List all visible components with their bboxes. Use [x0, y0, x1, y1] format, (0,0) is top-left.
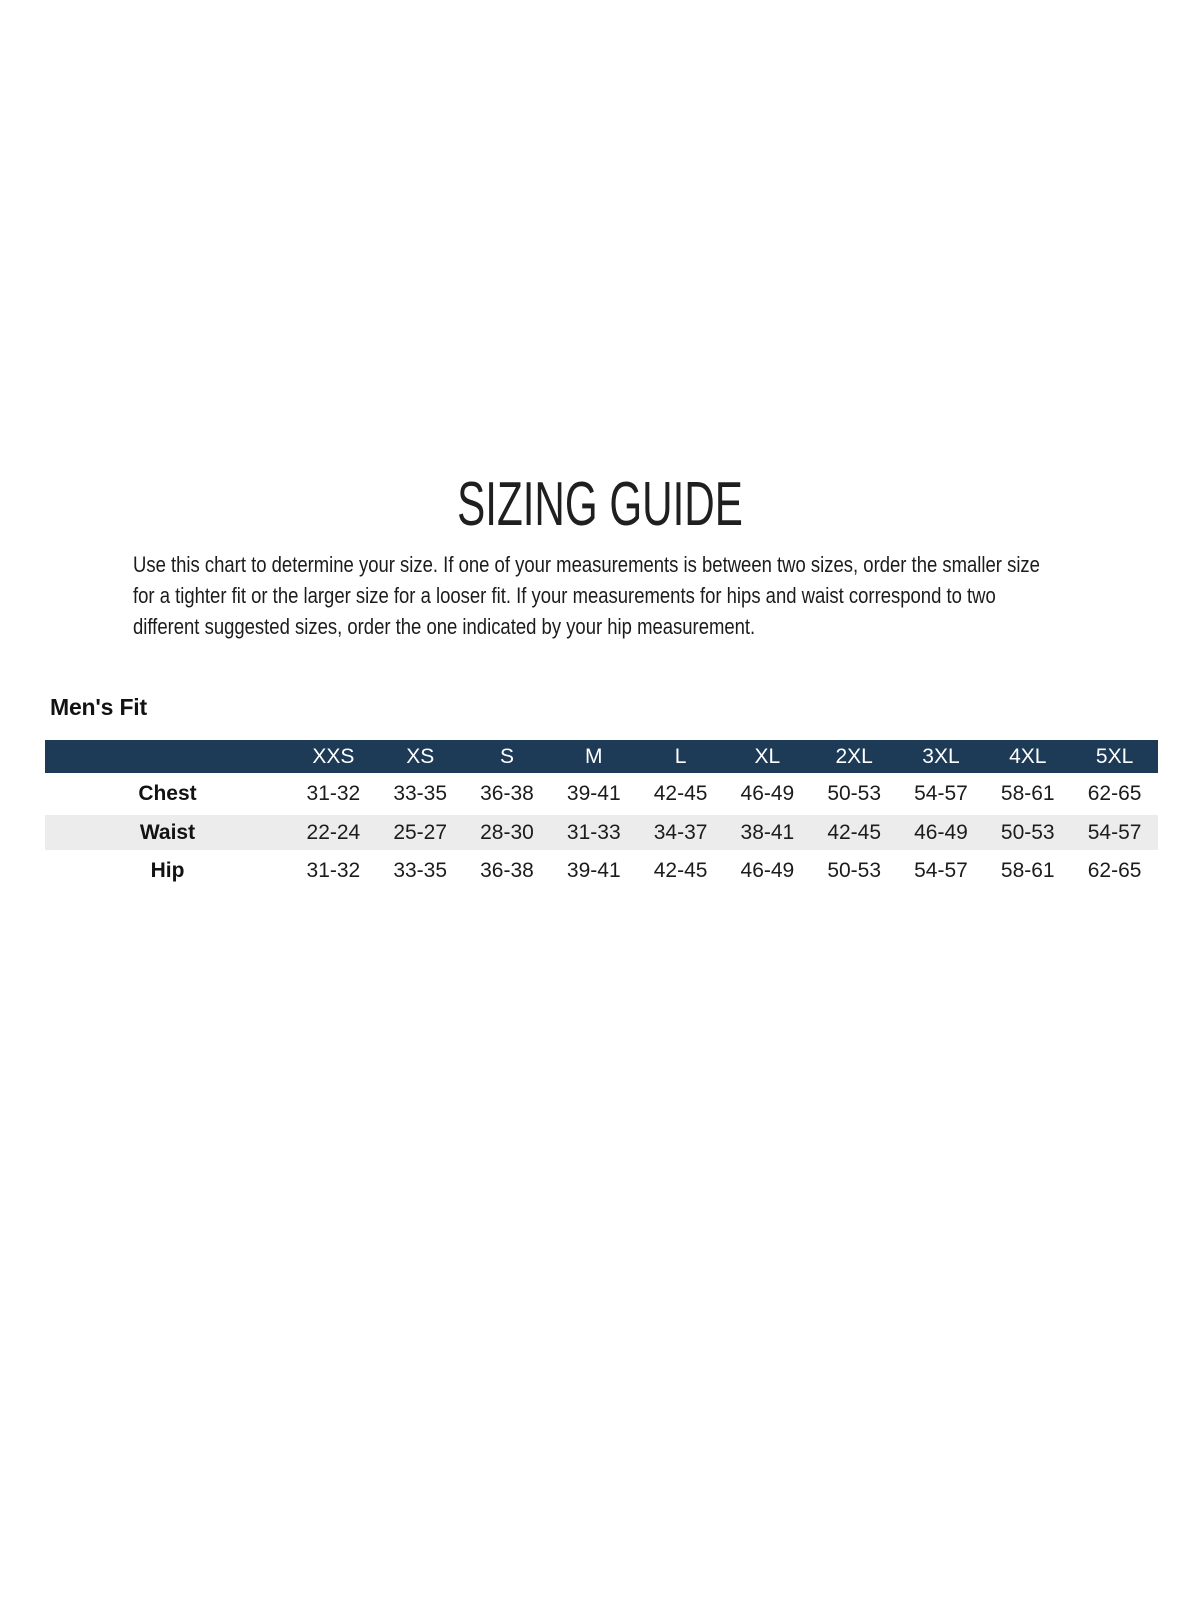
size-column-header: 5XL: [1071, 740, 1158, 773]
size-table-header-spacer: [45, 740, 290, 773]
size-column-header: 2XL: [811, 740, 898, 773]
size-cell: 62-65: [1071, 773, 1158, 815]
size-cell: 50-53: [984, 815, 1071, 850]
table-row-waist: [45, 815, 1158, 850]
size-cell: 58-61: [984, 850, 1071, 892]
size-column-header: L: [637, 740, 724, 773]
size-column-header: 3XL: [898, 740, 985, 773]
size-cell: 31-33: [550, 815, 637, 850]
size-cell: 28-30: [464, 815, 551, 850]
size-cell: 25-27: [377, 815, 464, 850]
size-cell: 31-32: [290, 773, 377, 815]
size-table-header-row: [45, 740, 1158, 773]
size-column-header: XS: [377, 740, 464, 773]
size-cell: 54-57: [898, 773, 985, 815]
size-cell: 36-38: [464, 773, 551, 815]
size-cell: 54-57: [898, 850, 985, 892]
size-cell: 33-35: [377, 850, 464, 892]
size-column-header: M: [550, 740, 637, 773]
size-column-header: XL: [724, 740, 811, 773]
section-label-mens-fit: Men's Fit: [50, 694, 147, 720]
row-label: Waist: [45, 815, 290, 850]
table-row-chest: [45, 773, 1158, 815]
size-cell: 38-41: [724, 815, 811, 850]
size-cell: 54-57: [1071, 815, 1158, 850]
size-cell: 46-49: [724, 773, 811, 815]
table-row-hip: [45, 850, 1158, 892]
size-column-header: 4XL: [984, 740, 1071, 773]
size-cell: 31-32: [290, 850, 377, 892]
size-cell: 22-24: [290, 815, 377, 850]
row-label: Chest: [45, 773, 290, 815]
size-column-header: S: [464, 740, 551, 773]
size-cell: 34-37: [637, 815, 724, 850]
size-cell: 50-53: [811, 850, 898, 892]
size-cell: 58-61: [984, 773, 1071, 815]
size-cell: 36-38: [464, 850, 551, 892]
intro-paragraph: Use this chart to determine your size. If one of your measurements is between two sizes, order the smaller size for a tighter fit or the larger size for a looser fit. If your measurements for hips and waist correspond to two different suggested sizes, order the one indicated by your hip measurement.: [133, 552, 1040, 639]
size-cell: 39-41: [550, 773, 637, 815]
size-cell: 62-65: [1071, 850, 1158, 892]
size-cell: 46-49: [724, 850, 811, 892]
size-column-header: XXS: [290, 740, 377, 773]
row-label: Hip: [45, 850, 290, 892]
size-cell: 46-49: [898, 815, 985, 850]
size-cell: 42-45: [637, 773, 724, 815]
size-cell: 50-53: [811, 773, 898, 815]
size-cell: 33-35: [377, 773, 464, 815]
page-title: SIZING GUIDE: [457, 470, 743, 539]
size-cell: 42-45: [811, 815, 898, 850]
size-cell: 42-45: [637, 850, 724, 892]
size-table: [45, 740, 1158, 892]
size-cell: 39-41: [550, 850, 637, 892]
